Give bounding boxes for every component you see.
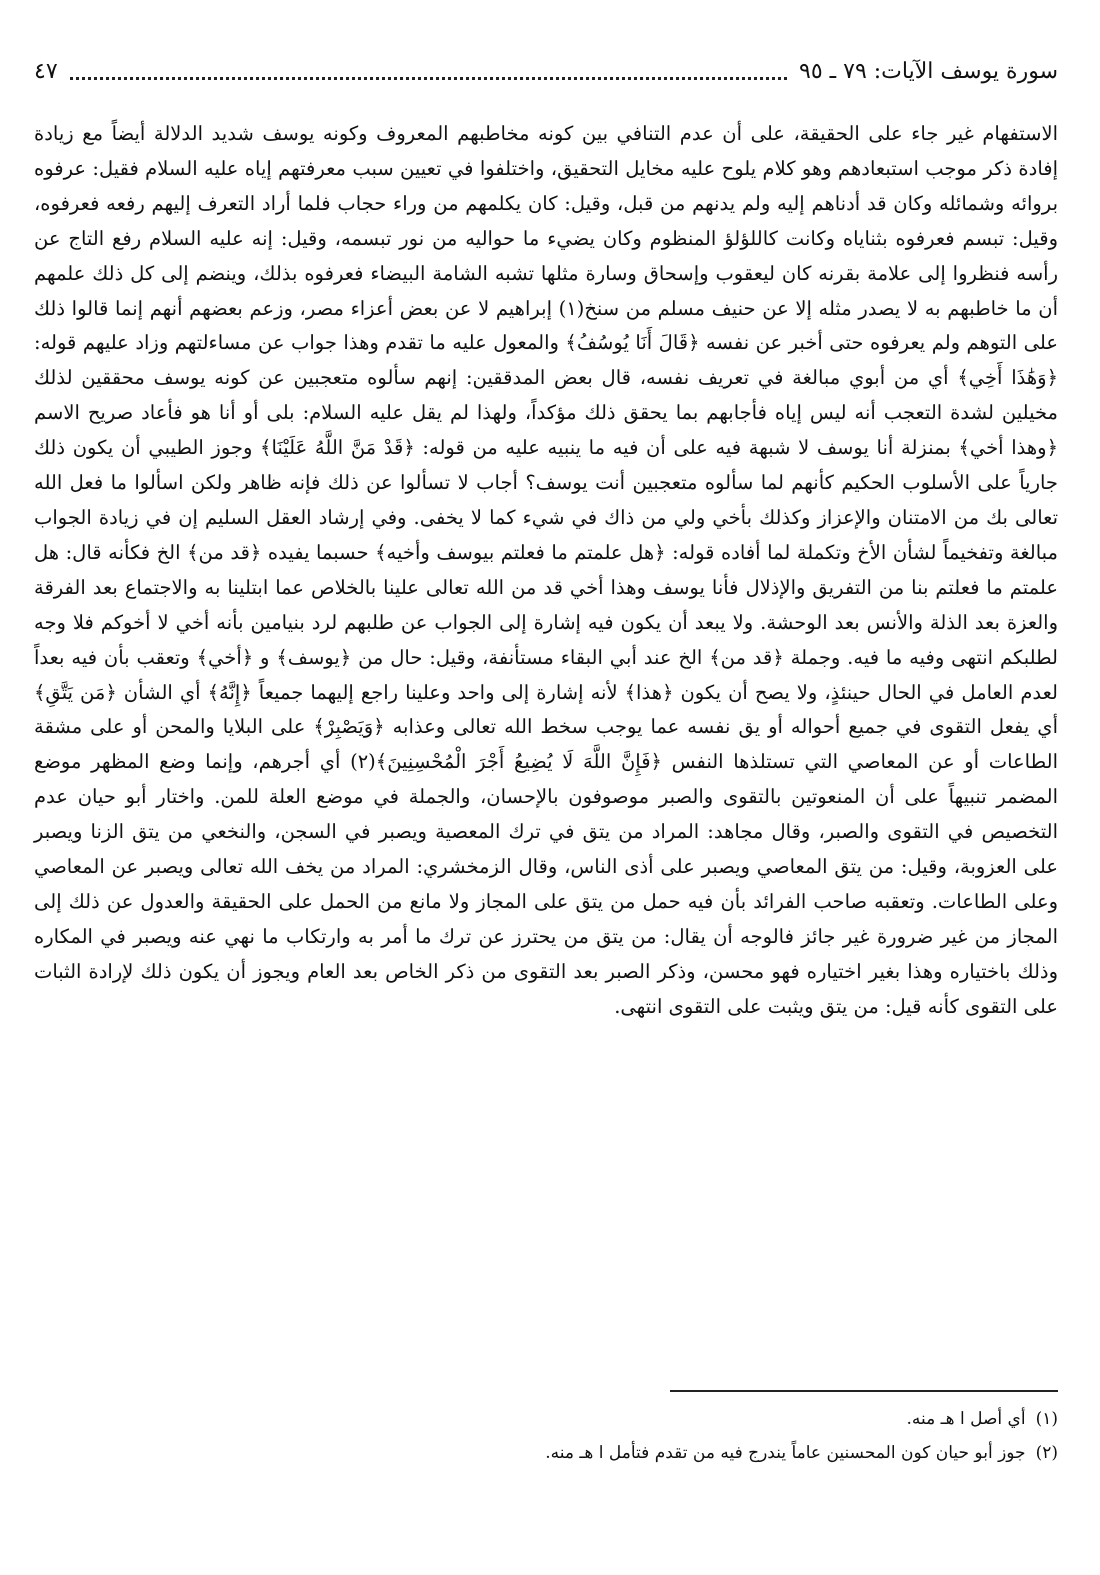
footnote-number: (١)	[1035, 1409, 1058, 1429]
footnote-text: جوز أبو حيان كون المحسنين عاماً يندرج فيه من تقدم فتأمل ا هـ منه.	[545, 1443, 1026, 1463]
footnote-divider	[670, 1390, 1058, 1392]
running-title: سورة يوسف الآيات: ٧٩ ـ ٩٥	[799, 58, 1058, 84]
footnotes	[34, 1402, 1058, 1470]
body-text	[34, 117, 1058, 1025]
footnote-number: (٢)	[1035, 1443, 1058, 1463]
footnote-item	[34, 1402, 1058, 1436]
page-number: ٤٧	[34, 58, 58, 84]
page-header	[34, 52, 1058, 90]
body-paragraph: الاستفهام غير جاء على الحقيقة، على أن عدم التنافي بين كونه مخاطبهم المعروف وكونه يوسف شديد الدلالة أيضاً مع زيادة إفادة ذكر موجب استبعادهم وهو كلام يلوح عليه مخايل التحقيق، واختلفوا في تعيين سبب معرفتهم إياه عليه السلام فقيل: عرفوه بروائه وشمائله وكان قد أدناهم إليه ولم يدنهم من قبل، وقيل: كان يكلمهم من وراء حجاب فلما أراد التعرف إليهم رفعه فعرفوه، وقيل: تبسم فعرفوه بثناياه وكانت كاللؤلؤ المنظوم وكان يضيء ما حواليه من نور تبسمه، وقيل: إنه عليه السلام رفع التاج عن رأسه فنظروا إلى علامة بقرنه كان ليعقوب وإسحاق وسارة مثلها تشبه الشامة البيضاء فعرفوه بذلك، وينضم إلى كل ذلك علمهم أن ما خاطبهم به لا يصدر مثله إلا عن حنيف مسلم من سنخ(١) إبراهيم لا عن بعض أعزاء مصر، وزعم بعضهم أنهم إنما قالوا ذلك على التوهم ولم يعرفوه حتى أخبر عن نفسه ﴿قَالَ أَنَا يُوسُفُ﴾ والمعول عليه ما تقدم وهذا جواب عن مساءلتهم وزاد عليهم قوله: ﴿وَهَٰذَا أَخِي﴾ أي من أبوي مبالغة في تعريف نفسه، قال بعض المدققين: إنهم سألوه متعجبين عن كونه يوسف محققين لذلك مخيلين لشدة التعجب أنه ليس إياه فأجابهم بما يحقق ذلك مؤكداً، ولهذا لم يقل عليه السلام: بلى أو أنا هو فأعاد صريح الاسم ﴿وهذا أخي﴾ بمنزلة أنا يوسف لا شبهة فيه على أن فيه ما ينبيه عليه من قوله: ﴿قَدْ مَنَّ اللَّهُ عَلَيْنَا﴾ وجوز الطيبي أن يكون ذلك جارياً على الأسلوب الحكيم كأنهم لما سألوه متعجبين أنت يوسف؟ أجاب لا تسألوا عن ذلك فإنه ظاهر ولكن اسألوا ما فعل الله تعالى بك من الامتنان والإعزاز وكذلك بأخي ولي من ذاك في شيء كما لا يخفى. وفي إرشاد العقل السليم إن في زيادة الجواب مبالغة وتفخيماً لشأن الأخ وتكملة لما أفاده قوله: ﴿هل علمتم ما فعلتم بيوسف وأخيه﴾ حسبما يفيده ﴿قد من﴾ الخ فكأنه قال: هل علمتم ما فعلتم بنا من التفريق والإذلال فأنا يوسف وهذا أخي قد من الله تعالى علينا بالخلاص عما ابتلينا به والاجتماع بعد الفرقة والعزة بعد الذلة والأنس بعد الوحشة. ولا يبعد أن يكون فيه إشارة إلى الجواب عن طلبهم لرد بنيامين بأنه أخي لا أخوكم فلا وجه لطلبكم انتهى وفيه ما فيه. وجملة ﴿قد من﴾ الخ عند أبي البقاء مستأنفة، وقيل: حال من ﴿يوسف﴾ و ﴿أخي﴾ وتعقب بأن فيه بعداً لعدم العامل في الحال حينئذٍ، ولا يصح أن يكون ﴿هذا﴾ لأنه إشارة إلى واحد وعلينا راجع إليهما جميعاً ﴿إِنَّهُ﴾ أي الشأن ﴿مَن يَتَّقِ﴾ أي يفعل التقوى في جميع أحواله أو يق نفسه عما يوجب سخط الله تعالى وعذابه ﴿وَيَصْبِرْ﴾ على البلايا والمحن أو على مشقة الطاعات أو عن المعاصي التي تستلذها النفس ﴿فَإِنَّ اللَّهَ لَا يُضِيعُ أَجْرَ الْمُحْسِنِينَ﴾(٢) أي أجرهم، وإنما وضع المظهر موضع المضمر تنبيهاً على أن المنعوتين بالتقوى والصبر موصوفون بالإحسان، والجملة في موضع العلة للمن. واختار أبو حيان عدم التخصيص في التقوى والصبر، وقال مجاهد: المراد من يتق في ترك المعصية ويصبر في السجن، والنخعي من يتق الزنا ويصبر على العزوبة، وقيل: من يتق المعاصي ويصبر على أذى الناس، وقال الزمخشري: المراد من يخف الله تعالى ويصبر عن المعاصي وعلى الطاعات. وتعقبه صاحب الفرائد بأن فيه حمل من يتق على المجاز ولا مانع من الحمل على الحقيقة والعدول عن ذلك إلى المجاز من غير ضرورة غير جائز فالوجه أن يقال: من يتق من يحترز عن ترك ما أمر به وارتكاب ما نهي عنه ويصبر في المكاره وذلك باختياره وهذا بغير اختياره فهو محسن، وذكر الصبر بعد التقوى من ذكر الخاص بعد العام ويجوز أن يكون ذلك لإرادة الثبات على التقوى كأنه قيل: من يتق ويثبت على التقوى انتهى.	[34, 122, 1058, 1018]
dotted-leader	[70, 75, 787, 80]
footnote-item	[34, 1436, 1058, 1470]
footnote-text: أي أصل ا هـ منه.	[906, 1409, 1026, 1429]
